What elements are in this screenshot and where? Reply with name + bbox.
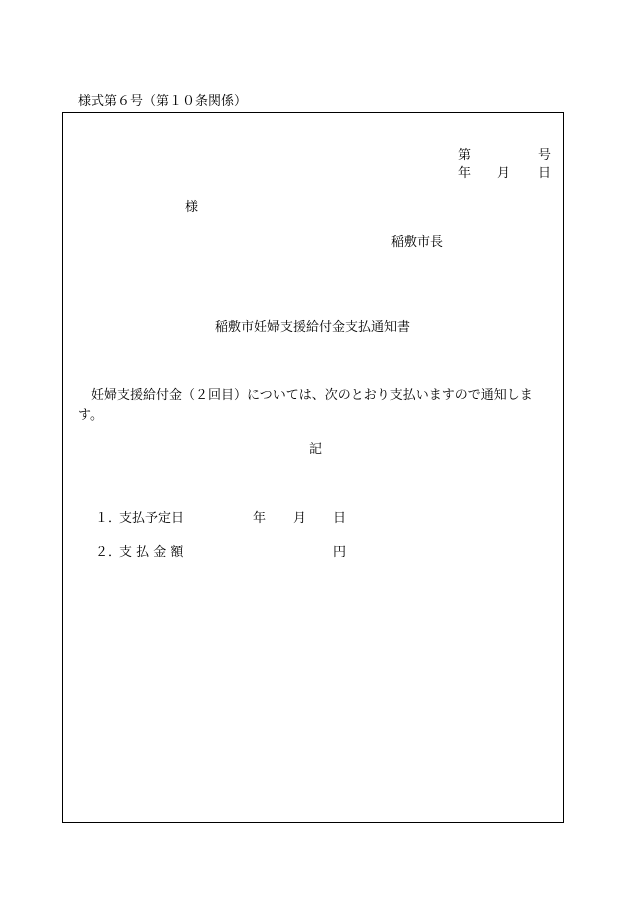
item-1-hi: 日 xyxy=(333,511,347,526)
body-text-line-2: す。 xyxy=(78,408,103,423)
ki-heading: 記 xyxy=(309,442,323,457)
document-frame xyxy=(62,112,564,823)
header-hi: 日 xyxy=(538,166,552,181)
form-label: 様式第６号（第１０条関係） xyxy=(78,94,248,109)
addressee-suffix: 様 xyxy=(185,200,199,215)
header-go: 号 xyxy=(538,148,552,163)
body-text-line-1: 妊婦支援給付金（２回目）については、次のとおり支払いますので通知しま xyxy=(91,388,533,403)
header-dai: 第 xyxy=(458,148,472,163)
issuer: 稲敷市長 xyxy=(391,235,444,250)
item-2-label: 支 払 金 額 xyxy=(119,545,184,560)
header-nen: 年 xyxy=(458,166,472,181)
header-tsuki: 月 xyxy=(497,166,511,181)
document-title: 稲敷市妊婦支援給付金支払通知書 xyxy=(215,320,411,335)
item-2-number: ２． xyxy=(95,545,122,560)
item-1-label: 支払予定日 xyxy=(119,511,185,526)
item-1-tsuki: 月 xyxy=(293,511,307,526)
item-1-nen: 年 xyxy=(253,511,267,526)
item-1-number: １． xyxy=(95,511,122,526)
item-2-unit: 円 xyxy=(333,545,347,560)
